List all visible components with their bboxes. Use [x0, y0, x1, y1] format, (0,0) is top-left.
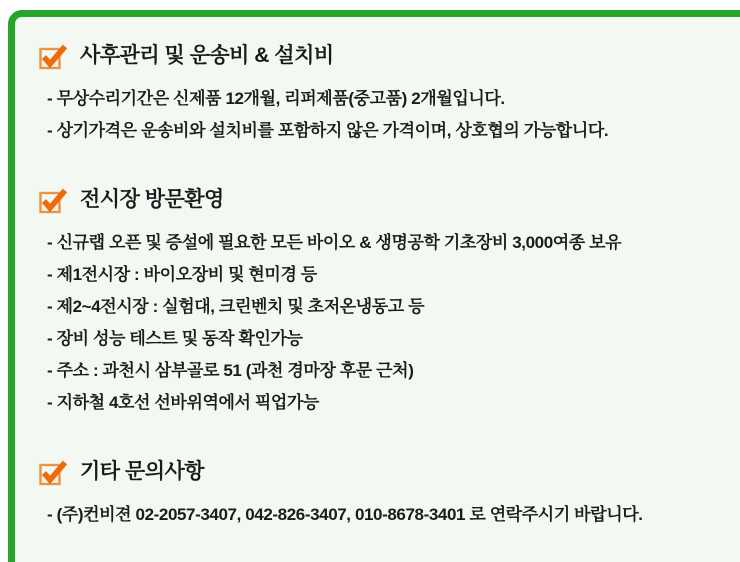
list-item: - 제1전시장 : 바이오장비 및 현미경 등	[47, 265, 317, 284]
section-title: 사후관리 및 운송비 & 설치비	[80, 44, 334, 67]
section-header	[39, 457, 740, 487]
list-item: - 무상수리기간은 신제품 12개월, 리퍼제품(중고품) 2개월입니다.	[47, 89, 505, 108]
checkbox-checked-icon	[39, 187, 69, 214]
checkbox-checked-icon	[39, 43, 69, 70]
list-item: - (주)컨비젼 02-2057-3407, 042-826-3407, 010-8678-3401 로 연락주시기 바랍니다.	[47, 505, 643, 524]
section-showroom-visit	[39, 185, 740, 419]
section-other-inquiries	[39, 457, 740, 531]
list-item: - 지하철 4호선 선바위역에서 픽업가능	[47, 393, 319, 412]
list-item: - 제2~4전시장 : 실험대, 크린벤치 및 초저온냉동고 등	[47, 297, 425, 316]
section-header	[39, 41, 740, 71]
checkbox-checked-icon	[39, 459, 69, 486]
section-aftercare-shipping	[39, 41, 740, 147]
notice-panel	[8, 10, 740, 562]
section-header	[39, 185, 740, 215]
list-item: - 장비 성능 테스트 및 동작 확인가능	[47, 329, 303, 348]
section-title: 전시장 방문환영	[80, 188, 224, 211]
list-item: - 주소 : 과천시 삼부골로 51 (과천 경마장 후문 근처)	[47, 361, 414, 380]
section-title: 기타 문의사항	[80, 460, 205, 483]
list-item: - 상기가격은 운송비와 설치비를 포함하지 않은 가격이며, 상호협의 가능합니다.	[47, 121, 609, 140]
list-item: - 신규랩 오픈 및 증설에 필요한 모든 바이오 & 생명공학 기초장비 3,000여종 보유	[47, 233, 622, 252]
